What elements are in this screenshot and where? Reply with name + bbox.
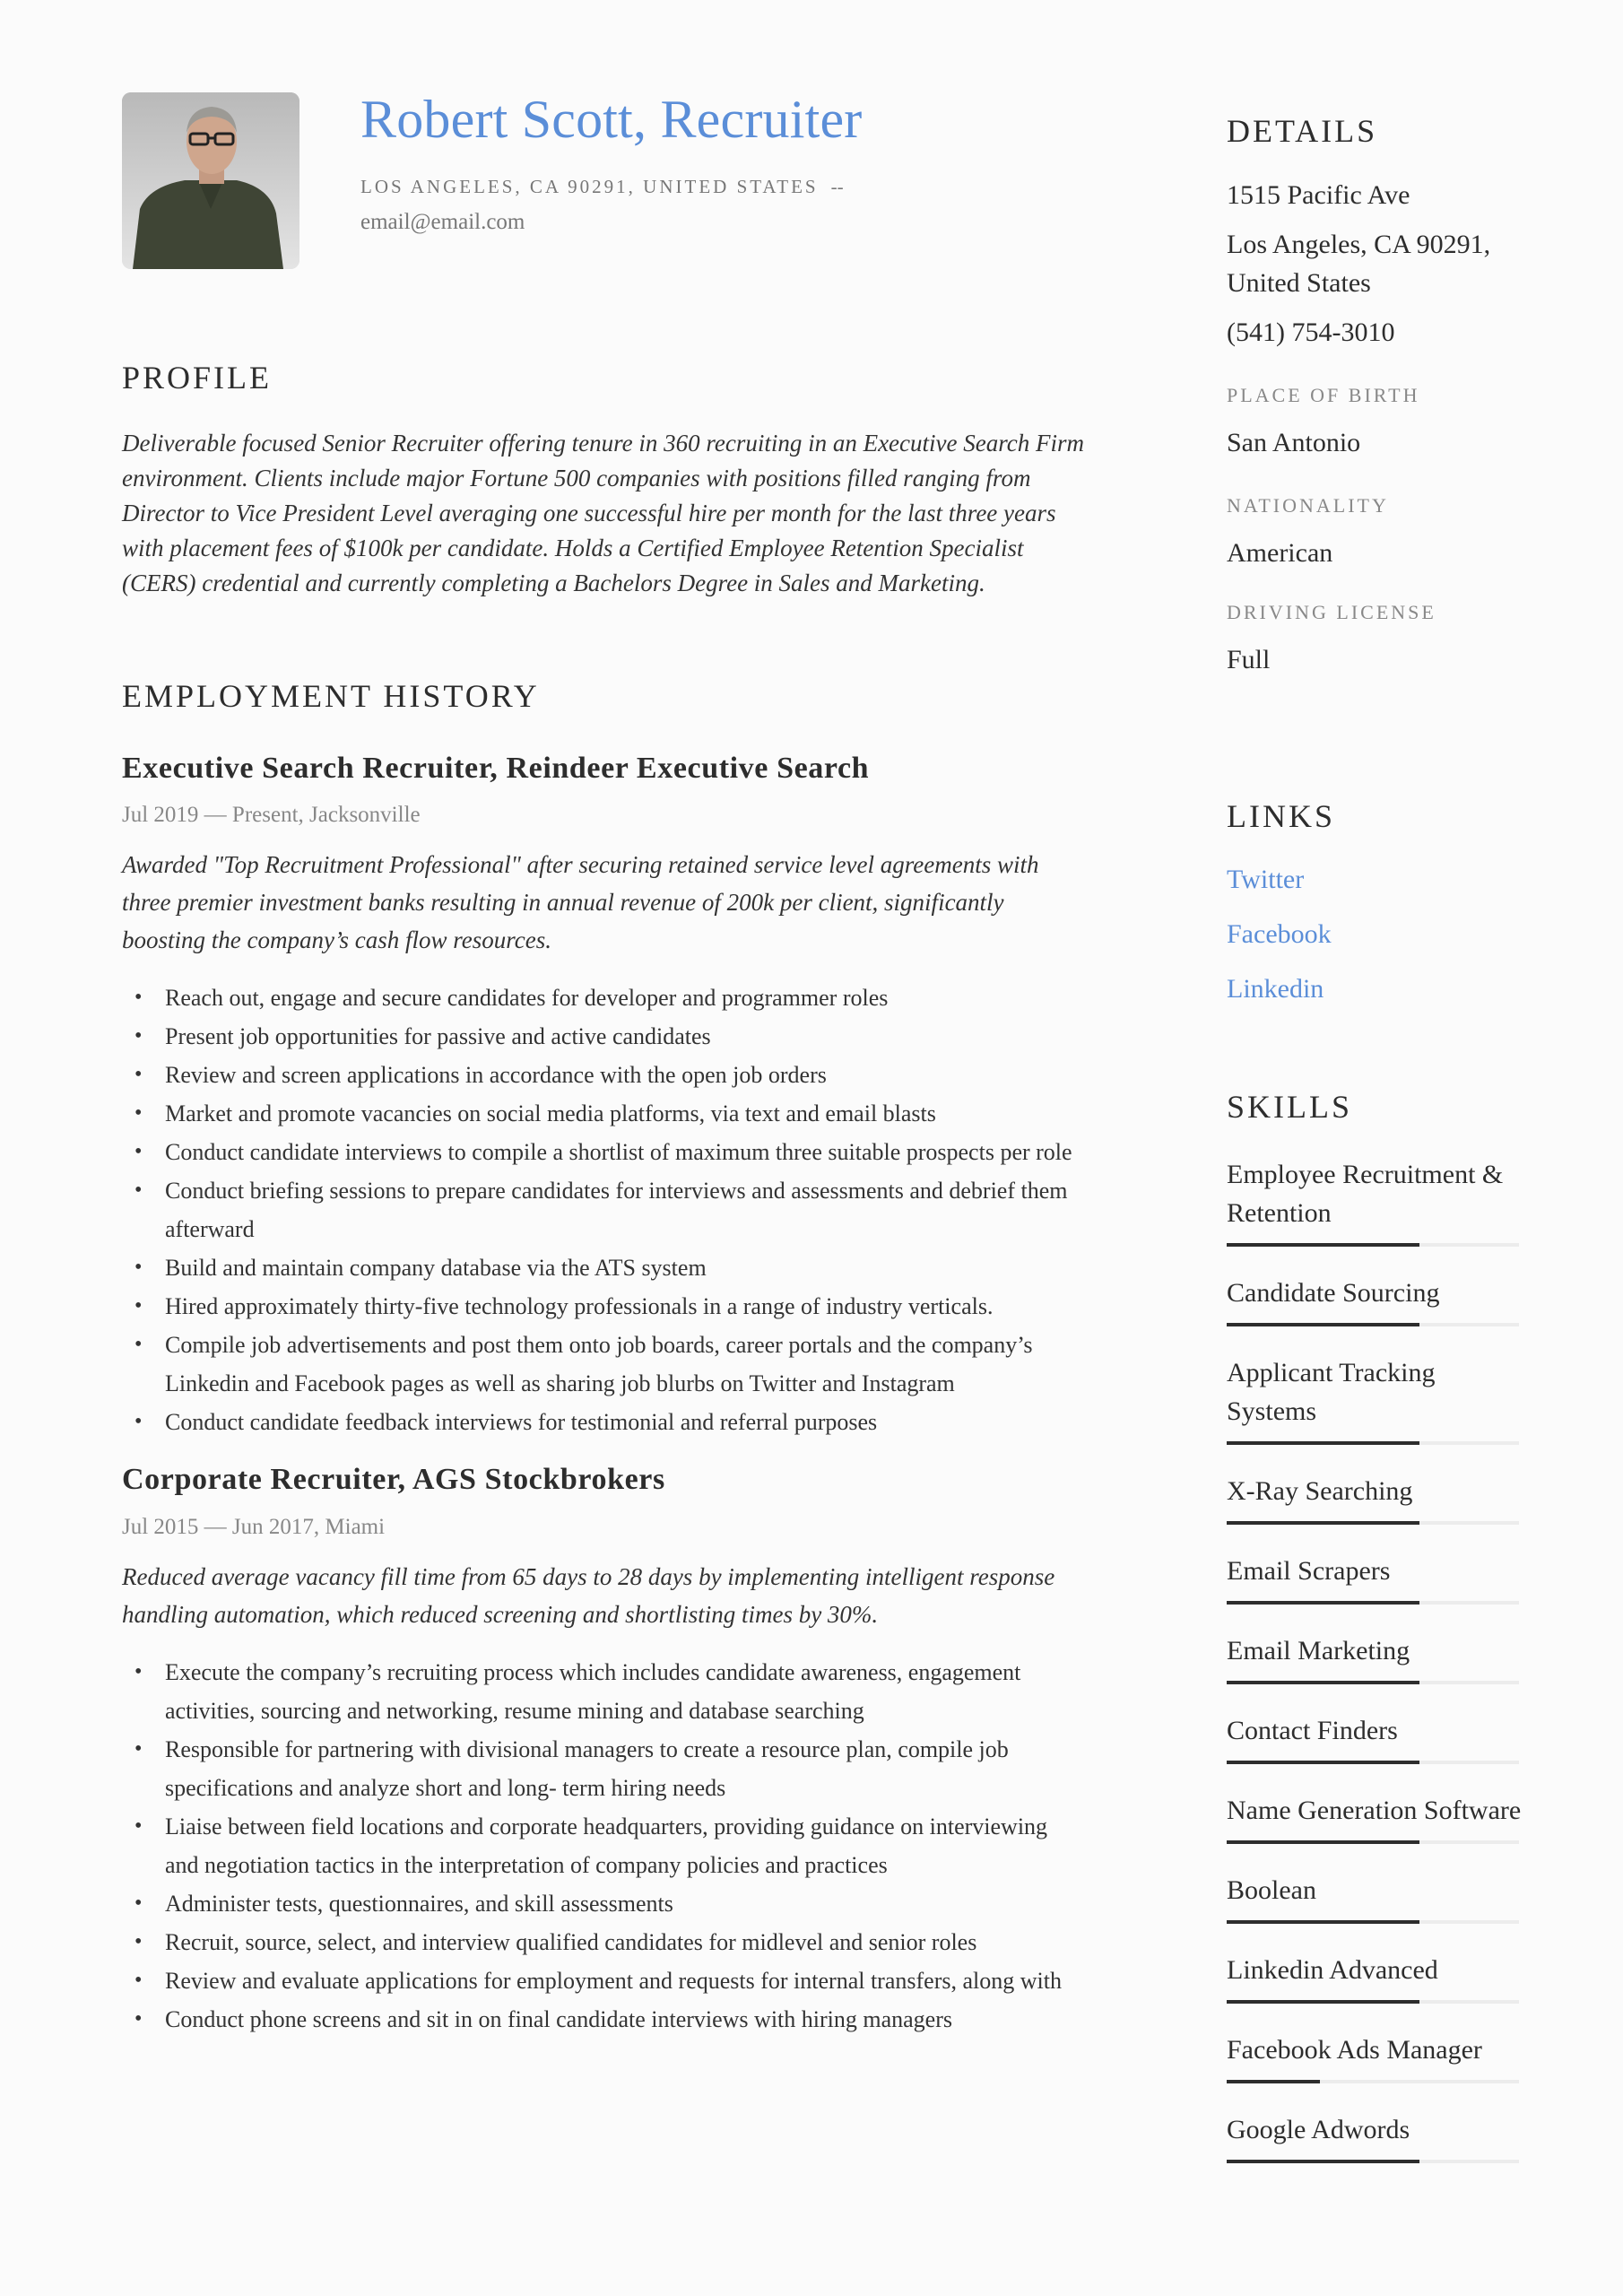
skill-level-fill — [1227, 1441, 1419, 1445]
job-bullets — [122, 1653, 1086, 2039]
skill-level-fill — [1227, 1840, 1419, 1844]
job-title: Executive Search Recruiter, Reindeer Executive Search — [122, 752, 870, 785]
job-meta: Jul 2019 — Present, Jacksonville — [122, 803, 421, 828]
skills-list — [1227, 1155, 1523, 2163]
header-address — [360, 176, 844, 198]
address-separator: -- — [830, 176, 844, 197]
list-item: • Compile job advertisements and post them onto job boards, career portals and the company’s Linkedin and Facebook pages as well as sharing job blurbs on Twitter and Instagram — [122, 1326, 1086, 1403]
skill-level-bar — [1227, 2160, 1519, 2163]
skill-name: Contact Finders — [1227, 1716, 1398, 1745]
candidate-name: Robert Scott, Recruiter — [360, 90, 863, 149]
skill-level-fill — [1227, 1323, 1419, 1326]
driving-license-value: Full — [1227, 645, 1271, 674]
driving-license-label: DRIVING LICENSE — [1227, 601, 1436, 623]
details-section — [1227, 115, 1523, 679]
skill-name: X-Ray Searching — [1227, 1476, 1413, 1506]
list-item: • Execute the company’s recruiting process which includes candidate awareness, engagement activities, sourcing and networking, resume mining and database searching — [122, 1653, 1086, 1730]
skill-level-bar — [1227, 1761, 1519, 1764]
job-summary: Reduced average vacancy fill time from 65 days to 28 days by implementing intelligent response handling automation, which reduced screening and shortlisting times by 30%. — [122, 1562, 1055, 1628]
profile-heading: PROFILE — [122, 360, 273, 396]
job-entry — [122, 1463, 1086, 2038]
list-item: • Market and promote vacancies on social media platforms, via text and email blasts — [122, 1094, 1086, 1133]
place-of-birth-label: PLACE OF BIRTH — [1227, 384, 1420, 406]
profile-text: Deliverable focused Senior Recruiter offering tenure in 360 recruiting in an Executive Search Firm environment. Clients include major Fortune 500 companies with positions filled ranging from Director to Vice President Level averaging one successful hire per month for the last three years with placement fees of $100k per candidate. Holds a Certified Employee Retention Specialist (CERS) credential and currently completing a Bachelors Degree in Sales and Marketing. — [122, 430, 1084, 596]
skill-level-bar — [1227, 1601, 1519, 1605]
list-item: • Responsible for partnering with divisional managers to create a resource plan, compile job specifications and analyze short and long- term hiring needs — [122, 1730, 1086, 1807]
employment-section — [122, 680, 1086, 2039]
list-item: • Administer tests, questionnaires, and skill assessments — [122, 1884, 1086, 1923]
header-email: email@email.com — [360, 210, 525, 234]
job-meta: Jul 2015 — Jun 2017, Miami — [122, 1514, 386, 1539]
link-linkedin[interactable]: Linkedin — [1227, 974, 1324, 1004]
skill-level-bar — [1227, 1840, 1519, 1844]
skill-name: Email Marketing — [1227, 1636, 1410, 1665]
skill-level-bar — [1227, 1681, 1519, 1684]
employment-heading: EMPLOYMENT HISTORY — [122, 678, 540, 714]
skill-item — [1227, 1552, 1523, 1605]
skill-item — [1227, 1871, 1523, 1924]
skill-level-bar — [1227, 1441, 1519, 1445]
skill-level-bar — [1227, 2080, 1519, 2083]
profile-photo — [122, 92, 299, 269]
skill-item — [1227, 1631, 1523, 1684]
skill-level-fill — [1227, 1681, 1419, 1684]
links-heading: LINKS — [1227, 798, 1335, 834]
details-phone: (541) 754-3010 — [1227, 317, 1395, 347]
skill-level-fill — [1227, 1601, 1419, 1605]
details-street: 1515 Pacific Ave — [1227, 180, 1410, 210]
list-item: • Conduct phone screens and sit in on final candidate interviews with hiring managers — [122, 2000, 1086, 2039]
link-twitter[interactable]: Twitter — [1227, 865, 1305, 894]
skill-item — [1227, 1711, 1523, 1764]
skill-item — [1227, 1155, 1523, 1247]
list-item: • Review and evaluate applications for employment and requests for internal transfers, along with — [122, 1961, 1086, 2000]
skill-item — [1227, 1274, 1523, 1326]
nationality-label: NATIONALITY — [1227, 494, 1389, 517]
job-bullets — [122, 978, 1086, 1441]
nationality-value: American — [1227, 538, 1333, 568]
place-of-birth-value: San Antonio — [1227, 428, 1361, 457]
details-city: Los Angeles, CA 90291, United States — [1227, 230, 1491, 298]
profile-section — [122, 361, 1086, 601]
skill-level-fill — [1227, 1521, 1419, 1525]
job-title: Corporate Recruiter, AGS Stockbrokers — [122, 1463, 665, 1497]
list-item: • Hired approximately thirty-five technology professionals in a range of industry verticals. — [122, 1287, 1086, 1326]
skill-level-fill — [1227, 2160, 1419, 2163]
skill-name: Employee Recruitment & Retention — [1227, 1160, 1504, 1228]
person-portrait-icon — [122, 92, 299, 269]
list-item: • Reach out, engage and secure candidates for developer and programmer roles — [122, 978, 1086, 1017]
skills-section — [1227, 1091, 1523, 2190]
skill-name: Name Generation Software — [1227, 1796, 1522, 1825]
skill-level-fill — [1227, 1920, 1419, 1924]
skill-item — [1227, 1951, 1523, 2004]
skill-level-fill — [1227, 2000, 1419, 2004]
skill-level-fill — [1227, 1243, 1419, 1247]
skill-level-bar — [1227, 1243, 1519, 1247]
skill-item — [1227, 1353, 1523, 1445]
list-item: • Liaise between field locations and corporate headquarters, providing guidance on interviewing and negotiation tactics in the interpretation of company policies and practices — [122, 1807, 1086, 1884]
list-item: • Conduct briefing sessions to prepare candidates for interviews and assessments and debrief them afterward — [122, 1171, 1086, 1248]
address-text: LOS ANGELES, CA 90291, UNITED STATES — [360, 176, 819, 197]
skills-heading: SKILLS — [1227, 1089, 1353, 1125]
list-item: • Present job opportunities for passive and active candidates — [122, 1017, 1086, 1056]
skill-name: Google Adwords — [1227, 2115, 1410, 2144]
skill-name: Candidate Sourcing — [1227, 1278, 1440, 1308]
skill-item — [1227, 1472, 1523, 1525]
skill-name: Facebook Ads Manager — [1227, 2035, 1482, 2065]
list-item: • Review and screen applications in accordance with the open job orders — [122, 1056, 1086, 1094]
skill-level-fill — [1227, 2080, 1320, 2083]
skill-level-bar — [1227, 1521, 1519, 1525]
list-item: • Conduct candidate feedback interviews for testimonial and referral purposes — [122, 1403, 1086, 1441]
link-facebook[interactable]: Facebook — [1227, 919, 1332, 949]
skill-level-bar — [1227, 2000, 1519, 2004]
skill-level-fill — [1227, 1761, 1419, 1764]
skill-item — [1227, 2031, 1523, 2083]
skill-item — [1227, 2110, 1523, 2163]
list-item: • Recruit, source, select, and interview qualified candidates for midlevel and senior roles — [122, 1923, 1086, 1961]
skill-name: Boolean — [1227, 1875, 1316, 1905]
job-entry — [122, 752, 1086, 1441]
skill-name: Linkedin Advanced — [1227, 1955, 1438, 1985]
list-item: • Conduct candidate interviews to compile a shortlist of maximum three suitable prospects per role — [122, 1133, 1086, 1171]
skill-item — [1227, 1791, 1523, 1844]
skill-name: Applicant Tracking Systems — [1227, 1358, 1436, 1426]
skill-name: Email Scrapers — [1227, 1556, 1391, 1586]
job-summary: Awarded "Top Recruitment Professional" after securing retained service level agreements with three premier investment banks resulting in annual revenue of 200k per client, significantly boosting the company’s cash flow resources. — [122, 851, 1039, 954]
skill-level-bar — [1227, 1323, 1519, 1326]
details-heading: DETAILS — [1227, 113, 1378, 149]
list-item: • Build and maintain company database via the ATS system — [122, 1248, 1086, 1287]
links-section — [1227, 800, 1523, 1016]
skill-level-bar — [1227, 1920, 1519, 1924]
